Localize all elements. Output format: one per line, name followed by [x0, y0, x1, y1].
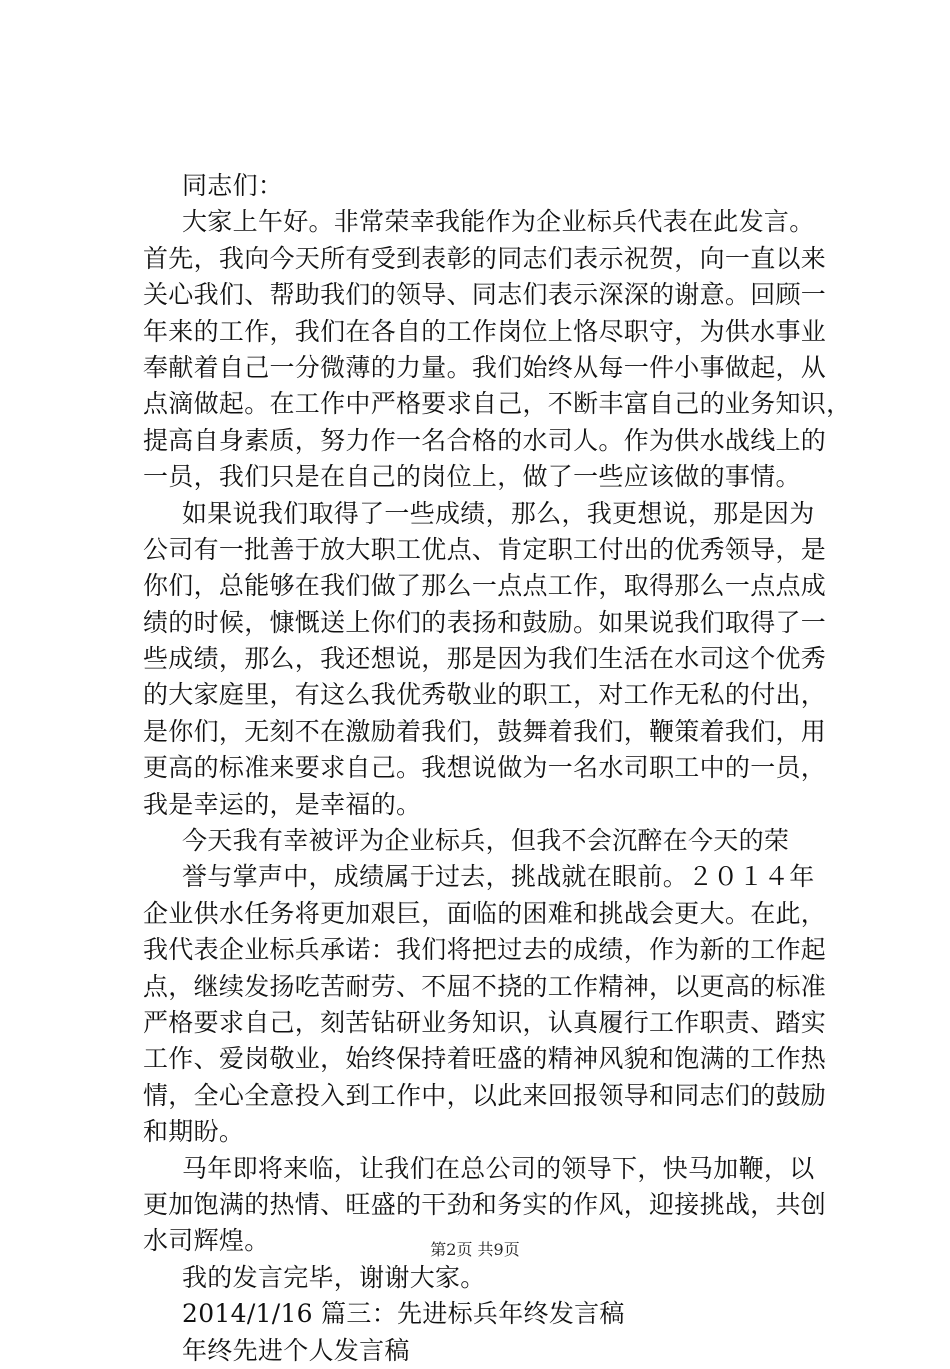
- text-line: 是你们，无刻不在激励着我们，鼓舞着我们，鞭策着我们，用: [143, 716, 827, 746]
- text-line: 水司辉煌。: [143, 1226, 270, 1256]
- text-line: 我是幸运的，是幸福的。: [143, 789, 422, 819]
- section-title: 年终先进个人发言稿: [182, 1335, 410, 1365]
- text-line: 关心我们、帮助我们的领导、同志们表示深深的谢意。回顾一: [143, 280, 827, 310]
- text-line: 的大家庭里，有这么我优秀敬业的职工，对工作无私的付出，: [143, 680, 827, 710]
- text-line: 你们，总能够在我们做了那么一点点工作，取得那么一点点成: [143, 571, 827, 601]
- page-number: 第2页 共9页: [430, 1240, 520, 1259]
- closing-line: 我的发言完毕，谢谢大家。: [182, 1262, 486, 1292]
- text-line: 大家上午好。非常荣幸我能作为企业标兵代表在此发言。: [182, 207, 815, 237]
- text-line: 点，继续发扬吃苦耐劳、不屈不挠的工作精神，以更高的标准: [143, 971, 827, 1001]
- text-line: 如果说我们取得了一些成绩，那么，我更想说，那是因为: [182, 498, 815, 528]
- text-line: 首先，我向今天所有受到表彰的同志们表示祝贺，向一直以来: [143, 243, 827, 273]
- text-line: 今天我有幸被评为企业标兵，但我不会沉醉在今天的荣: [182, 826, 790, 856]
- text-line: 奉献着自己一分微薄的力量。我们始终从每一件小事做起，从: [143, 352, 827, 382]
- text-line: 更高的标准来要求自己。我想说做为一名水司职工中的一员，: [143, 753, 827, 783]
- text-line: 些成绩，那么，我还想说，那是因为我们生活在水司这个优秀: [143, 644, 827, 674]
- text-line: 和期盼。: [143, 1117, 245, 1147]
- text-line: 点滴做起。在工作中严格要求自己，不断丰富自己的业务知识，: [143, 389, 852, 419]
- text-line: 誉与掌声中，成绩属于过去，挑战就在眼前。２０１４年: [182, 862, 815, 892]
- text-line: 绩的时候，慷慨送上你们的表扬和鼓励。如果说我们取得了一: [143, 607, 827, 637]
- document-body: [143, 168, 852, 1369]
- text-line: 工作、爱岗敬业，始终保持着旺盛的精神风貌和饱满的工作热: [143, 1044, 827, 1074]
- salutation: 同志们：: [182, 171, 284, 200]
- text-line: 年来的工作，我们在各自的工作岗位上恪尽职守，为供水事业: [143, 316, 827, 346]
- text-line: 马年即将来临，让我们在总公司的领导下，快马加鞭，以: [182, 1153, 815, 1183]
- text-line: 更加饱满的热情、旺盛的干劲和务实的作风，迎接挑战，共创: [143, 1189, 827, 1219]
- text-line: 我代表企业标兵承诺：我们将把过去的成绩，作为新的工作起: [143, 935, 827, 965]
- text-line: 企业供水任务将更加艰巨，面临的困难和挑战会更大。在此，: [143, 898, 827, 928]
- text-line: 公司有一批善于放大职工优点、肯定职工付出的优秀领导，是: [143, 534, 827, 564]
- text-line: 情，全心全意投入到工作中，以此来回报领导和同志们的鼓励: [143, 1080, 827, 1110]
- date-heading-line: 2014/1/16 篇三：先进标兵年终发言稿: [182, 1299, 625, 1329]
- text-line: 严格要求自己，刻苦钻研业务知识，认真履行工作职责、踏实: [143, 1007, 827, 1037]
- text-line: 提高自身素质，努力作一名合格的水司人。作为供水战线上的: [143, 425, 827, 455]
- text-line: 一员，我们只是在自己的岗位上，做了一些应该做的事情。: [143, 462, 801, 492]
